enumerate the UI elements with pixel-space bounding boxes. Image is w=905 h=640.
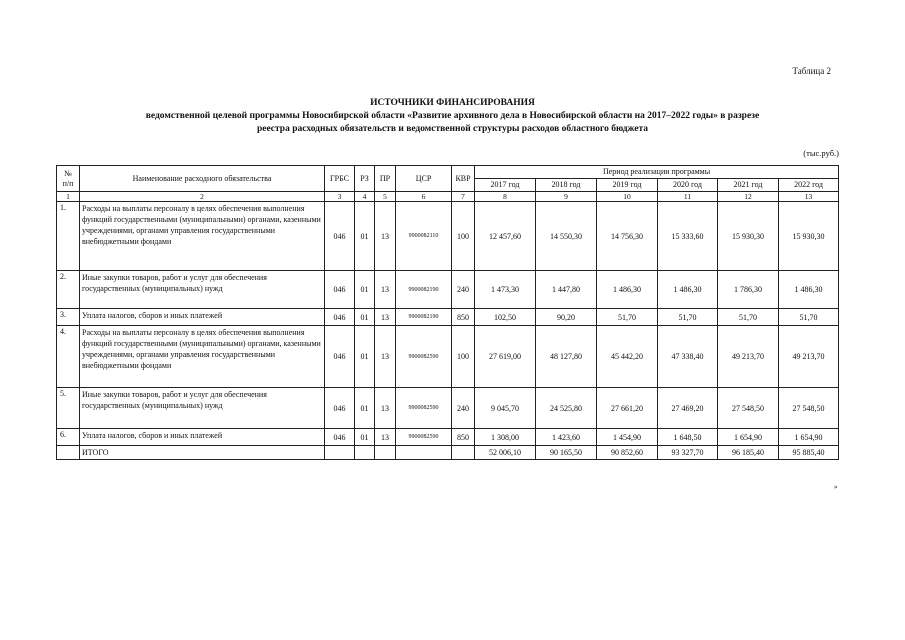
row-value: 27 469,20 [658, 388, 718, 429]
total-empty [396, 446, 452, 460]
header-year: 2019 год [597, 179, 658, 192]
total-empty [355, 446, 375, 460]
row-name: Уплата налогов, сборов и иных платежей [80, 309, 325, 326]
total-label: ИТОГО [80, 446, 325, 460]
total-value: 95 885,40 [779, 446, 839, 460]
table-label: Таблица 2 [792, 66, 831, 76]
total-empty [452, 446, 475, 460]
row-value: 15 930,30 [779, 202, 839, 271]
row-value: 1 654,90 [718, 429, 779, 446]
total-empty [325, 446, 355, 460]
column-number: 12 [718, 192, 779, 202]
row-value: 45 442,20 [597, 326, 658, 388]
row-csr: 9900082190 [396, 271, 452, 309]
total-empty [57, 446, 80, 460]
row-grbs: 046 [325, 388, 355, 429]
row-pr: 13 [375, 202, 396, 271]
row-csr: 9900082590 [396, 429, 452, 446]
row-name: Иные закупки товаров, работ и услуг для обеспечения государственных (муниципальных) нужд [80, 388, 325, 429]
row-value: 14 550,30 [536, 202, 597, 271]
doc-subtitle-line1: ведомственной целевой программы Новосибирской области «Развитие архивного дела в Новосибирской области на 2017–2022 годы» в разрезе [145, 111, 760, 121]
row-value: 47 338,40 [658, 326, 718, 388]
row-kvr: 850 [452, 309, 475, 326]
row-value: 49 213,70 [779, 326, 839, 388]
header-year: 2017 год [475, 179, 536, 192]
row-value: 27 548,50 [718, 388, 779, 429]
units-label: (тыс.руб.) [803, 148, 839, 158]
doc-title: ИСТОЧНИКИ ФИНАНСИРОВАНИЯ [370, 98, 535, 108]
table-row [57, 388, 839, 429]
row-rz: 01 [355, 388, 375, 429]
row-number: 6. [57, 429, 80, 446]
row-value: 12 457,60 [475, 202, 536, 271]
row-rz: 01 [355, 326, 375, 388]
doc-subtitle-line2: реестра расходных обязательств и ведомственной структуры расходов областного бюджета [256, 124, 649, 134]
row-value: 1 473,30 [475, 271, 536, 309]
row-pr: 13 [375, 429, 396, 446]
header-period: Период реализации программы [475, 166, 839, 179]
table-row [57, 271, 839, 309]
total-value: 52 006,10 [475, 446, 536, 460]
row-value: 27 548,50 [779, 388, 839, 429]
row-value: 102,50 [475, 309, 536, 326]
row-kvr: 850 [452, 429, 475, 446]
row-value: 1 423,60 [536, 429, 597, 446]
row-value: 90,20 [536, 309, 597, 326]
row-value: 51,70 [597, 309, 658, 326]
column-number: 11 [658, 192, 718, 202]
row-grbs: 046 [325, 309, 355, 326]
row-name: Расходы на выплаты персоналу в целях обеспечения выполнения функций государственными (муниципальными) органами, казенными учреждениями, органами управления государственными внебюджетными фондами [80, 326, 325, 388]
row-value: 1 786,30 [718, 271, 779, 309]
row-grbs: 046 [325, 202, 355, 271]
column-number: 5 [375, 192, 396, 202]
column-number: 13 [779, 192, 839, 202]
row-csr: 9900082110 [396, 202, 452, 271]
row-value: 1 486,30 [779, 271, 839, 309]
row-number: 4. [57, 326, 80, 388]
row-value: 1 486,30 [597, 271, 658, 309]
total-value: 90 165,50 [536, 446, 597, 460]
row-kvr: 240 [452, 388, 475, 429]
row-kvr: 100 [452, 202, 475, 271]
header-year: 2022 год [779, 179, 839, 192]
column-number: 4 [355, 192, 375, 202]
table-row [57, 326, 839, 388]
row-value: 15 333,60 [658, 202, 718, 271]
total-row [57, 446, 839, 460]
column-number: 10 [597, 192, 658, 202]
row-value: 51,70 [718, 309, 779, 326]
row-value: 24 525,80 [536, 388, 597, 429]
row-grbs: 046 [325, 271, 355, 309]
row-value: 1 447,80 [536, 271, 597, 309]
row-rz: 01 [355, 202, 375, 271]
row-value: 1 454,90 [597, 429, 658, 446]
row-rz: 01 [355, 271, 375, 309]
header-year: 2021 год [718, 179, 779, 192]
header-grbs: ГРБС [325, 166, 355, 192]
column-number: 9 [536, 192, 597, 202]
row-grbs: 046 [325, 429, 355, 446]
header-name: Наименование расходного обязательства [80, 166, 325, 192]
total-empty [375, 446, 396, 460]
header-kvr: КВР [452, 166, 475, 192]
row-pr: 13 [375, 271, 396, 309]
row-value: 27 661,20 [597, 388, 658, 429]
row-pr: 13 [375, 388, 396, 429]
row-rz: 01 [355, 429, 375, 446]
header-no: № п/п [57, 166, 80, 192]
row-csr: 9900082590 [396, 388, 452, 429]
total-value: 90 852,60 [597, 446, 658, 460]
row-value: 49 213,70 [718, 326, 779, 388]
row-value: 9 045,70 [475, 388, 536, 429]
row-number: 5. [57, 388, 80, 429]
column-number: 1 [57, 192, 80, 202]
table-row [57, 202, 839, 271]
table-row [57, 429, 839, 446]
row-value: 27 619,00 [475, 326, 536, 388]
header-csr: ЦСР [396, 166, 452, 192]
column-number: 7 [452, 192, 475, 202]
footnote-mark: » [834, 483, 838, 491]
row-value: 1 308,00 [475, 429, 536, 446]
row-pr: 13 [375, 309, 396, 326]
row-csr: 9900082190 [396, 309, 452, 326]
row-name: Уплата налогов, сборов и иных платежей [80, 429, 325, 446]
row-value: 48 127,80 [536, 326, 597, 388]
column-number: 3 [325, 192, 355, 202]
row-value: 51,70 [658, 309, 718, 326]
row-number: 2. [57, 271, 80, 309]
row-value: 1 654,90 [779, 429, 839, 446]
header-pr: ПР [375, 166, 396, 192]
header-year: 2020 год [658, 179, 718, 192]
header-rz: РЗ [355, 166, 375, 192]
row-value: 51,70 [779, 309, 839, 326]
table-body [57, 202, 839, 460]
row-pr: 13 [375, 326, 396, 388]
total-value: 93 327,70 [658, 446, 718, 460]
financing-table [56, 165, 839, 460]
row-value: 14 756,30 [597, 202, 658, 271]
row-value: 1 486,30 [658, 271, 718, 309]
header-year: 2018 год [536, 179, 597, 192]
row-csr: 9900082590 [396, 326, 452, 388]
column-numbers-row [57, 192, 839, 202]
row-kvr: 100 [452, 326, 475, 388]
row-grbs: 046 [325, 326, 355, 388]
column-number: 6 [396, 192, 452, 202]
row-value: 1 648,50 [658, 429, 718, 446]
column-number: 2 [80, 192, 325, 202]
row-value: 15 930,30 [718, 202, 779, 271]
row-name: Расходы на выплаты персоналу в целях обеспечения выполнения функций государственными (муниципальными) органами, казенными учреждениями, органами управления государственными внебюджетными фондами [80, 202, 325, 271]
table-row [57, 309, 839, 326]
row-rz: 01 [355, 309, 375, 326]
total-value: 96 185,40 [718, 446, 779, 460]
row-name: Иные закупки товаров, работ и услуг для обеспечения государственных (муниципальных) нужд [80, 271, 325, 309]
column-number: 8 [475, 192, 536, 202]
row-number: 1. [57, 202, 80, 271]
row-number: 3. [57, 309, 80, 326]
row-kvr: 240 [452, 271, 475, 309]
